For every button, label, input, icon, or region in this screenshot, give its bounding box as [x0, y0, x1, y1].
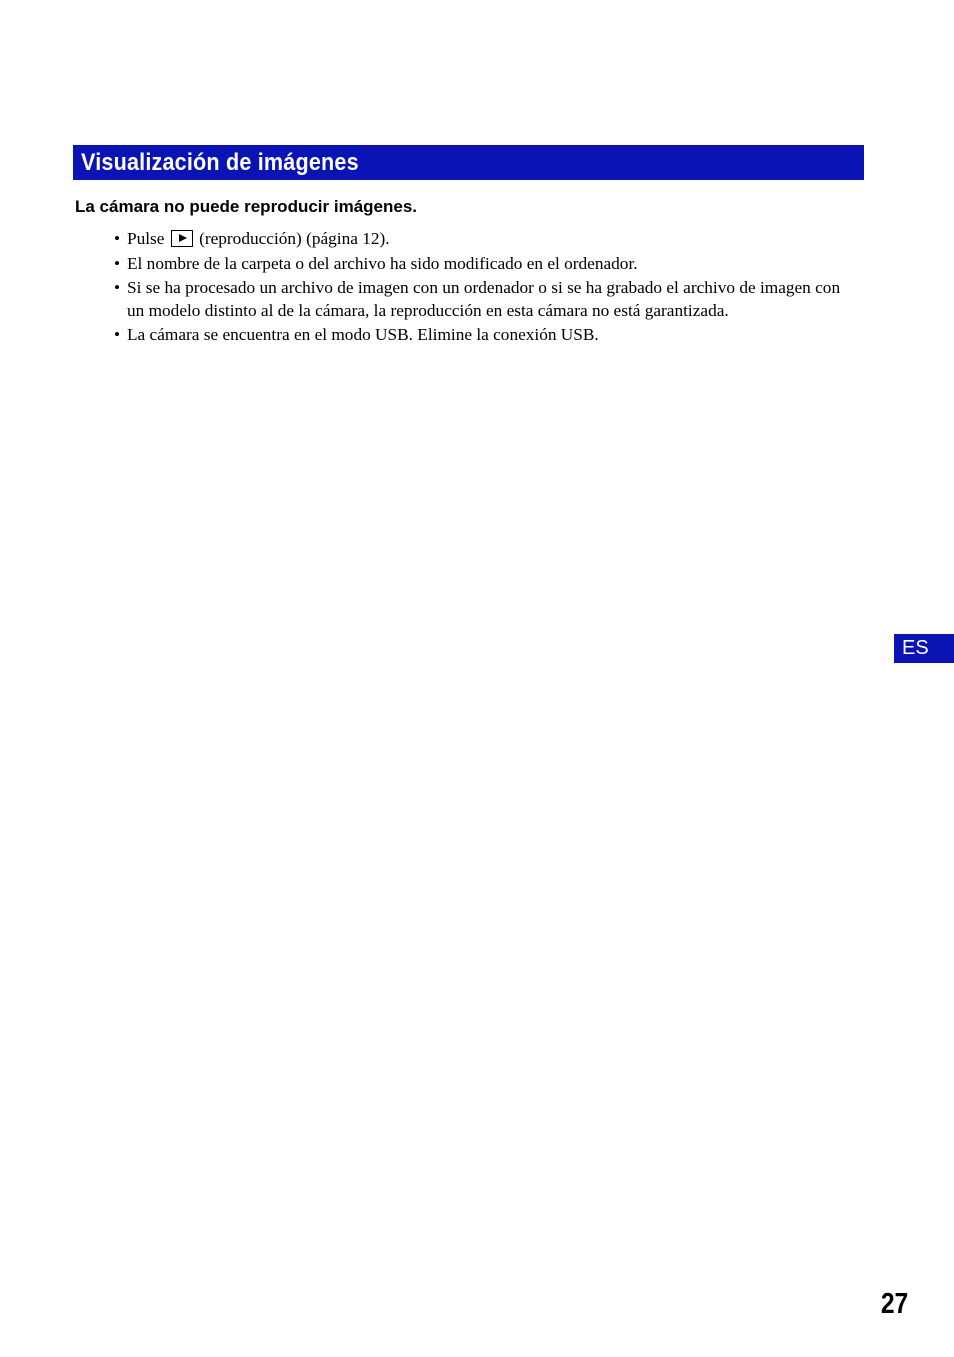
- list-item-text: Si se ha procesado un archivo de imagen con un ordenador o si se ha grabado el archivo de imagen con un modelo distinto al de la cámara, la reproducción en esta cámara no está garantizada.: [127, 278, 841, 320]
- list-item: [114, 228, 854, 251]
- bullet-dot: •: [114, 325, 121, 344]
- list-item-text: La cámara se encuentra en el modo USB. Elimine la conexión USB.: [127, 325, 599, 344]
- section-header-bar: [73, 145, 864, 180]
- page-number: 27: [880, 1288, 908, 1320]
- subheading: La cámara no puede reproducir imágenes.: [75, 197, 418, 216]
- list-item: [114, 324, 854, 347]
- list-item-text: Pulse: [127, 229, 165, 248]
- language-tab: ES: [894, 634, 954, 663]
- bullet-dot: •: [114, 253, 121, 273]
- list-item-text: El nombre de la carpeta o del archivo ha sido modificado en el ordenador.: [127, 253, 638, 273]
- bullet-dot: •: [114, 278, 121, 297]
- play-icon: [171, 230, 193, 247]
- list-item-text: (reproducción) (página 12).: [199, 229, 390, 248]
- section-title: Visualización de imágenes: [81, 149, 359, 176]
- list-item: [114, 253, 854, 276]
- troubleshooting-list: [114, 228, 854, 349]
- list-item: [114, 277, 854, 322]
- bullet-dot: •: [114, 229, 121, 248]
